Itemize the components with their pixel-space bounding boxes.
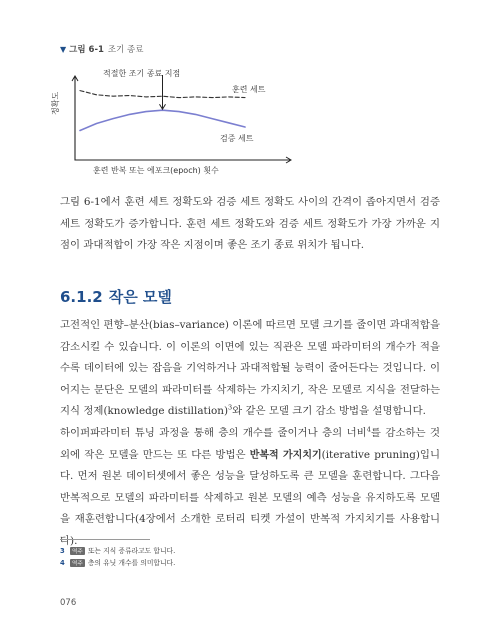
- paragraph-3: [60, 423, 440, 552]
- translator-note-badge: 역주: [72, 549, 83, 555]
- caption-triangle-icon: ▼: [60, 45, 67, 54]
- footnote-ref-4[interactable]: 4: [366, 425, 371, 434]
- annotation-early-stop: 적절한 조기 종료 지점: [103, 69, 181, 78]
- caption-text: 조기 종료: [107, 45, 144, 55]
- annotation-validation-set: 검증 세트: [220, 134, 254, 143]
- paragraph-2: [60, 315, 440, 423]
- footnote-4: [60, 557, 175, 567]
- footnote-3: [60, 545, 175, 555]
- paragraph-3-part-c: (iterative pruning)입니다. 먼저 원본 데이터셋에서 좋은 성능을 달성하도록 큰 모델을 훈련합니다. 그다음 반복적으로 모델의 파라미터를 삭제하고 원본 모델의 예측 성능을 유지하도록 모델을 재훈련합니다(4장에서 소개한 로터리 티켓 가설이 반복적 가지치기를 사용합니다).: [60, 448, 441, 547]
- annotation-training-set: 훈련 세트: [232, 85, 266, 94]
- footnote-number: 4: [60, 559, 65, 567]
- figure-caption: [60, 43, 143, 55]
- caption-label: 그림 6-1: [69, 45, 104, 55]
- footnote-ref-3[interactable]: 3: [228, 403, 233, 412]
- paragraph-3-part-b: 를 감소하는 것 외에 작은 모델을 만드는 또 다른 방법은: [60, 427, 440, 461]
- page-number: 076: [60, 598, 77, 608]
- paragraph-2-text: 고전적인 편향–분산(bias–variance) 이론에 따르면 모델 크기를 줄이면 과대적합을 감소시킬 수 있습니다. 이 이론의 이면에 있는 직관은 모델 파라미터의 개수가 적을수록 데이터에 있는 잡음을 기억하거나 과대적합될 능력이 줄어든다는 것입니다. 이어지는 문단은 모델의 파라미터를 삭제하는 가지치기, 작은 모델로 지식을 전달하는 지식 정제(knowledge distillation): [60, 319, 440, 417]
- footnote-number: 3: [60, 547, 65, 555]
- section-title: 작은 모델: [108, 288, 172, 306]
- paragraph-2-tail: 와 같은 모델 크기 감소 방법을 설명합니다.: [232, 405, 426, 417]
- translator-note-badge: 역주: [72, 561, 83, 567]
- term-iterative-pruning: 반복적 가지치기: [249, 449, 322, 461]
- paragraph-1: 그림 6-1에서 훈련 세트 정확도와 검증 세트 정확도 사이의 간격이 좁아지면서 검증 세트 정확도가 증가합니다. 훈련 세트 정확도와 검증 세트 정확도가 가장 가까운 지점이 과대적합이 가장 작은 지점이며 좋은 조기 종료 위치가 됩니다.: [60, 196, 440, 251]
- validation-accuracy-line: [80, 110, 245, 130]
- paragraph-3-part-a: 하이퍼파라미터 튜닝 과정을 통해 층의 개수를 줄이거나 층의 너비: [60, 427, 367, 439]
- footnote-text: 층의 유닛 개수를 의미합니다.: [87, 559, 176, 567]
- y-axis-label: 정확도: [51, 91, 60, 115]
- x-axis-label: 훈련 반복 또는 에포크(epoch) 횟수: [93, 166, 219, 175]
- footnote-divider: [60, 539, 150, 540]
- section-heading: [60, 286, 172, 307]
- section-number: 6.1.2: [60, 288, 103, 306]
- footnote-text: 또는 지식 증류라고도 합니다.: [87, 547, 176, 555]
